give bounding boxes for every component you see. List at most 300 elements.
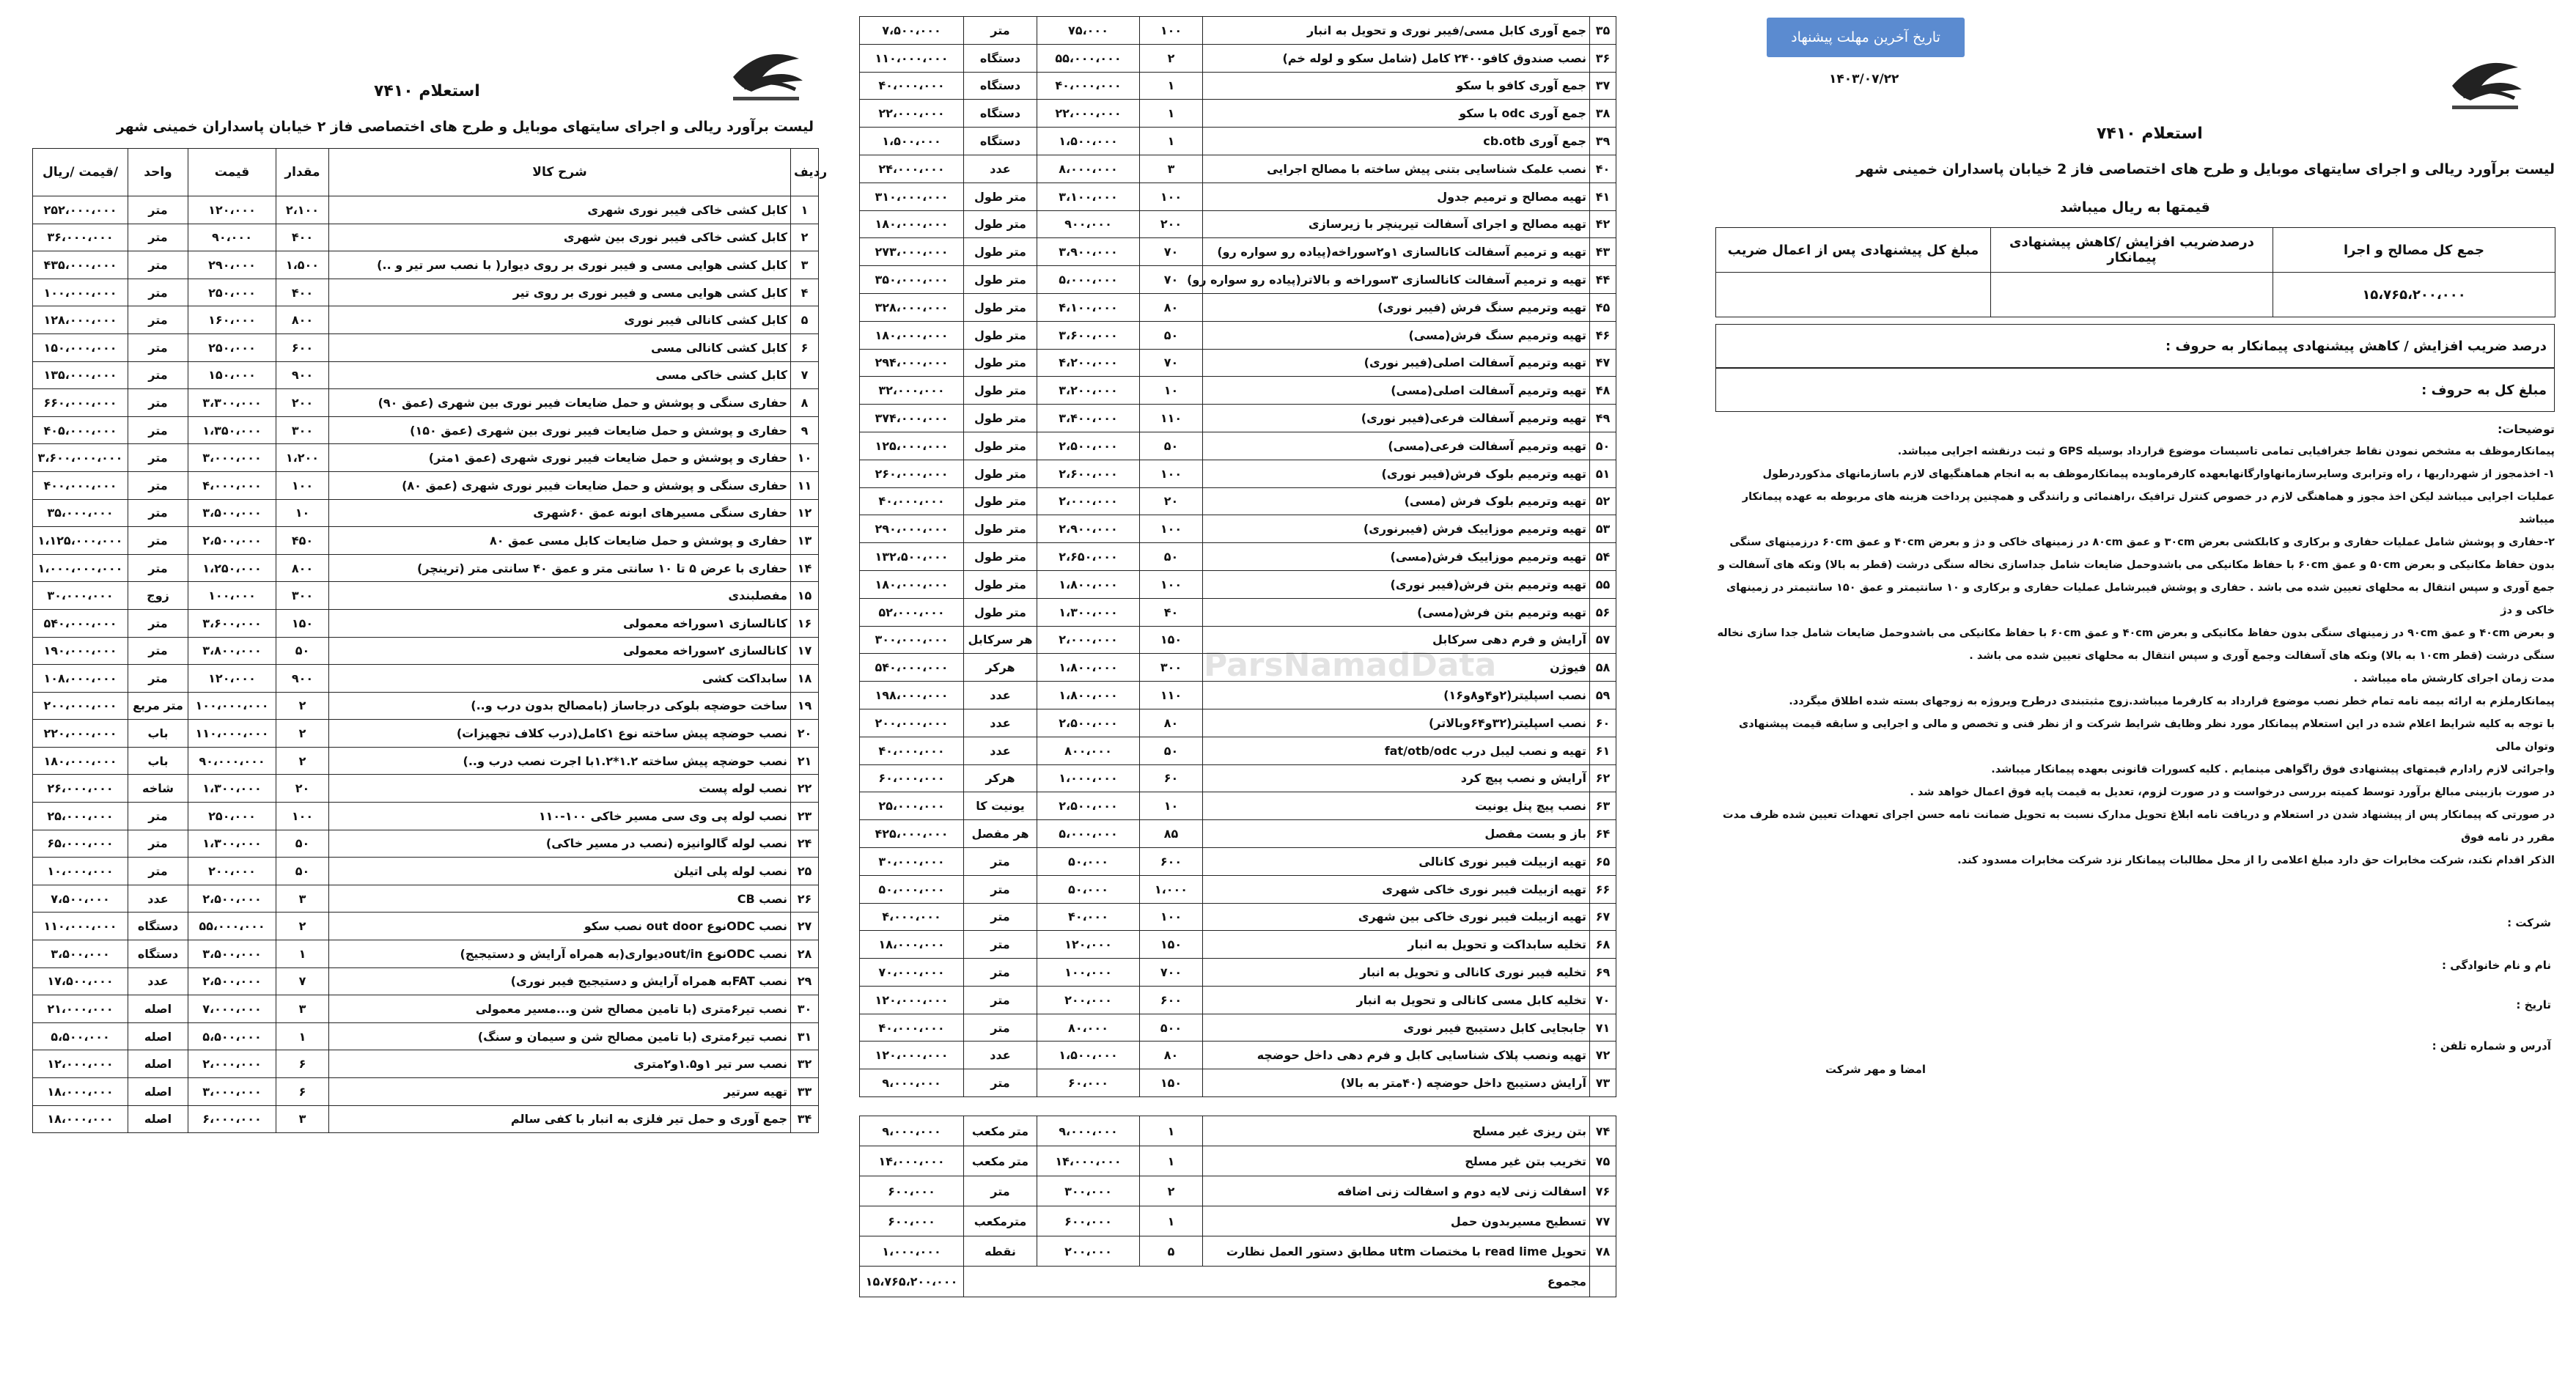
table-row	[860, 293, 1616, 321]
table-row	[860, 570, 1616, 598]
row-unit: متر	[128, 554, 188, 582]
row-total: ۱۸۰،۰۰۰،۰۰۰	[860, 321, 964, 349]
amount-in-words[interactable]: مبلغ کل به حروف :	[1715, 368, 2555, 412]
row-qty: ۱	[276, 940, 329, 968]
row-unit: متر طول	[964, 321, 1037, 349]
percent-in-words[interactable]: درصد ضریب افزایش / کاهش پیشنهادی پیمانکار به حروف :	[1715, 324, 2555, 368]
row-unit: متر طول	[964, 238, 1037, 266]
row-total: ۳۶،۰۰۰،۰۰۰	[33, 224, 128, 251]
table-row	[33, 747, 819, 775]
row-total: ۴۰،۰۰۰،۰۰۰	[860, 72, 964, 100]
table-row	[33, 720, 819, 748]
row-description: کانالسازی ۱سوراخه معمولی	[329, 609, 791, 637]
row-total: ۳۲۸،۰۰۰،۰۰۰	[860, 293, 964, 321]
row-price: ۱،۵۰۰،۰۰۰	[1037, 128, 1140, 155]
note-line: الذکر اقدام نکند، شرکت مخابرات حق دارد مبلغ اعلامی را از محل مطالبات پیمانکار نزد شرکت مخابرات مسدود کند.	[1957, 855, 2555, 866]
row-description: حفاری سنگی و پوشش و حمل ضایعات فیبر نوری شهری (عمق ۸۰)	[329, 471, 791, 499]
row-price: ۳،۰۰۰،۰۰۰	[188, 1078, 276, 1106]
row-price: ۲۰۰،۰۰۰	[1037, 986, 1140, 1014]
row-number: ۳	[791, 251, 819, 279]
address-phone-field[interactable]: آدرس و شماره تلفن :	[2432, 1039, 2551, 1053]
row-qty: ۱۰۰	[1140, 903, 1203, 931]
row-unit: متر طول	[964, 210, 1037, 238]
row-price: ۷۵،۰۰۰	[1037, 17, 1140, 45]
row-price: ۱،۵۰۰،۰۰۰	[1037, 1042, 1140, 1069]
row-number: ۳۹	[1590, 128, 1616, 155]
row-qty: ۱۵۰	[276, 609, 329, 637]
row-unit: متر	[128, 333, 188, 361]
row-price: ۶۰،۰۰۰	[1037, 1069, 1140, 1097]
row-qty: ۱۱۰	[1140, 405, 1203, 432]
row-description: تحویل read lime با مختصات utm مطابق دستور العمل نظارت	[1203, 1236, 1590, 1267]
row-qty: ۴۰	[1140, 598, 1203, 626]
row-total: ۵۴۰،۰۰۰،۰۰۰	[33, 609, 128, 637]
row-description: کانالسازی ۲سوراخه معمولی	[329, 637, 791, 665]
row-description: نصب لوله گالوانیزه (نصب در مسیر خاکی)	[329, 830, 791, 858]
row-description: فیوژن	[1203, 654, 1590, 682]
row-qty: ۶	[276, 1050, 329, 1078]
row-qty: ۸۰	[1140, 1042, 1203, 1069]
row-price: ۲،۶۰۰،۰۰۰	[1037, 460, 1140, 487]
row-price: ۳،۹۰۰،۰۰۰	[1037, 238, 1140, 266]
row-unit: متر	[128, 444, 188, 472]
table-row	[33, 527, 819, 555]
row-unit: متر	[128, 637, 188, 665]
row-number: ۶۷	[1590, 903, 1616, 931]
row-qty: ۷۰	[1140, 349, 1203, 377]
summary-table	[1715, 227, 2555, 317]
row-number: ۴۲	[1590, 210, 1616, 238]
row-price: ۳،۵۰۰،۰۰۰	[188, 940, 276, 968]
row-total: ۲۲۰،۰۰۰،۰۰۰	[33, 720, 128, 748]
row-unit: متر	[128, 389, 188, 417]
row-total: ۲۲،۰۰۰،۰۰۰	[860, 100, 964, 128]
row-description: تهیه وترمیم موزاییک فرش(مسی)	[1203, 543, 1590, 571]
row-unit: متر	[964, 986, 1037, 1014]
table-row	[860, 17, 1616, 45]
row-price: ۵۵،۰۰۰،۰۰۰	[1037, 44, 1140, 72]
row-description: تهیه وترمیم سنگ فرش(مسی)	[1203, 321, 1590, 349]
row-unit: متر	[128, 527, 188, 555]
table-row	[33, 967, 819, 995]
row-unit: شاخه	[128, 775, 188, 803]
table-row	[33, 692, 819, 720]
row-unit: متر مکعب	[964, 1146, 1037, 1176]
table-row	[33, 885, 819, 913]
row-description: تهیه وترمیم آسفالت فرعی(فیبر نوری)	[1203, 405, 1590, 432]
row-total: ۱۴،۰۰۰،۰۰۰	[860, 1146, 964, 1176]
row-unit: متر طول	[964, 377, 1037, 405]
row-qty: ۵۰	[1140, 737, 1203, 764]
row-total: ۳۰۰،۰۰۰،۰۰۰	[860, 626, 964, 654]
table-row	[33, 1078, 819, 1106]
row-number: ۴۰	[1590, 155, 1616, 183]
row-total: ۱۸،۰۰۰،۰۰۰	[33, 1105, 128, 1133]
row-number: ۵۴	[1590, 543, 1616, 571]
row-qty: ۱	[1140, 128, 1203, 155]
row-price: ۳،۳۰۰،۰۰۰	[188, 389, 276, 417]
row-price: ۵۰،۰۰۰	[1037, 847, 1140, 875]
table-row	[860, 1116, 1616, 1146]
row-number: ۷۸	[1590, 1236, 1616, 1267]
row-description: تهیه ازبیلت فیبر نوری خاکی بین شهری	[1203, 903, 1590, 931]
list-subtitle: لیست برآورد ریالی و اجرای سایتهای موبایل و طرح های اختصاصی فاز ۲ خیابان پاسداران خمینی شهر	[116, 119, 814, 135]
row-total: ۱۲۰،۰۰۰،۰۰۰	[860, 1042, 964, 1069]
col-price: قیمت	[188, 149, 276, 196]
note-line: پیمانکارملزم به ارائه بیمه نامه تمام خطر نصب موضوع قرارداد به کارفرما میباشد.زوج مثبتبندی درطرح ویروژه به زوجهای بسته شده اطلاق میگردد.	[1789, 696, 2555, 707]
row-description: تهیه و ترمیم آسفالت کانالسازی ۱و۲سوراخه(پیاده رو سواره رو)	[1203, 238, 1590, 266]
row-total: ۱۵۰،۰۰۰،۰۰۰	[33, 333, 128, 361]
table-row	[33, 775, 819, 803]
row-number: ۵۵	[1590, 570, 1616, 598]
row-total: ۴۰۵،۰۰۰،۰۰۰	[33, 416, 128, 444]
row-total: ۶۰۰،۰۰۰	[860, 1206, 964, 1236]
row-number: ۲۵	[791, 858, 819, 885]
table-row	[860, 460, 1616, 487]
row-qty: ۷	[276, 967, 329, 995]
row-qty: ۷۰۰	[1140, 959, 1203, 987]
row-price: ۳،۱۰۰،۰۰۰	[1037, 183, 1140, 210]
row-total: ۴۰،۰۰۰،۰۰۰	[860, 487, 964, 515]
row-total: ۱۹۰،۰۰۰،۰۰۰	[33, 637, 128, 665]
row-description: کابل کشی هوایی مسی و فیبر نوری بر روی دیوار( با نصب سر تیر و ..)	[329, 251, 791, 279]
deadline-button[interactable]: تاریخ آخرین مهلت پیشنهاد	[1767, 18, 1965, 57]
telecom-logo-icon	[718, 37, 814, 117]
table-row	[33, 224, 819, 251]
row-description: تهیه مصالح و ترمیم جدول	[1203, 183, 1590, 210]
row-number: ۱۲	[791, 499, 819, 527]
row-total: ۲۶۰،۰۰۰،۰۰۰	[860, 460, 964, 487]
table-row	[860, 847, 1616, 875]
row-price: ۵،۰۰۰،۰۰۰	[1037, 820, 1140, 848]
row-unit: متر	[128, 279, 188, 306]
row-description: تهیه وترمیم آسفالت اصلی(فیبر نوری)	[1203, 349, 1590, 377]
row-price: ۱۶۰،۰۰۰	[188, 306, 276, 334]
row-unit: هر سرکابل	[964, 626, 1037, 654]
row-total: ۲۹۴،۰۰۰،۰۰۰	[860, 349, 964, 377]
row-description: جمع آوری کافو با سکو	[1203, 72, 1590, 100]
row-total: ۲۶،۰۰۰،۰۰۰	[33, 775, 128, 803]
row-price: ۱۲۰،۰۰۰	[188, 196, 276, 224]
row-description: تهیه ازبیلت فیبر نوری کانالی	[1203, 847, 1590, 875]
row-total: ۱۳۵،۰۰۰،۰۰۰	[33, 361, 128, 389]
row-qty: ۵۰	[1140, 321, 1203, 349]
row-total: ۲۵،۰۰۰،۰۰۰	[33, 803, 128, 830]
row-total: ۱۲۰،۰۰۰،۰۰۰	[860, 986, 964, 1014]
row-price: ۳،۰۰۰،۰۰۰	[188, 444, 276, 472]
row-price: ۱،۸۰۰،۰۰۰	[1037, 654, 1140, 682]
row-number: ۱۸	[791, 665, 819, 693]
row-number: ۷۲	[1590, 1042, 1616, 1069]
row-unit: عدد	[964, 1042, 1037, 1069]
table-row	[33, 609, 819, 637]
row-number: ۴۹	[1590, 405, 1616, 432]
row-qty: ۶۰۰	[1140, 986, 1203, 1014]
row-qty: ۱۵۰	[1140, 931, 1203, 959]
row-description: حفاری و پوشش و حمل ضایعات فیبر نوری شهری (عمق ۱متر)	[329, 444, 791, 472]
table-row	[860, 792, 1616, 820]
row-description: نصب FATبه همراه آرایش و دستیجیج فیبر نوری)	[329, 967, 791, 995]
row-price: ۶۰۰،۰۰۰	[1037, 1206, 1140, 1236]
summary-final-value[interactable]	[1716, 273, 1991, 317]
row-qty: ۶۰	[1140, 764, 1203, 792]
row-price: ۱،۳۰۰،۰۰۰	[188, 775, 276, 803]
row-unit: متر	[128, 858, 188, 885]
row-price: ۴،۱۰۰،۰۰۰	[1037, 293, 1140, 321]
table-row	[33, 803, 819, 830]
table-row	[860, 377, 1616, 405]
row-price: ۳۰۰،۰۰۰	[1037, 1176, 1140, 1206]
table-row	[860, 1146, 1616, 1176]
table-row	[860, 1236, 1616, 1267]
row-total: ۴۰،۰۰۰،۰۰۰	[860, 1014, 964, 1042]
row-description: آرایش و فرم دهی سرکابل	[1203, 626, 1590, 654]
row-total: ۴۲۵،۰۰۰،۰۰۰	[860, 820, 964, 848]
row-number: ۱۱	[791, 471, 819, 499]
row-unit: متر طول	[964, 266, 1037, 294]
row-qty: ۲۰۰	[1140, 210, 1203, 238]
table-row	[860, 764, 1616, 792]
row-unit: متر	[128, 306, 188, 334]
fullname-field[interactable]: نام و نام خانوادگی :	[2442, 959, 2551, 972]
table-row	[860, 44, 1616, 72]
row-qty: ۱۵۰	[1140, 1069, 1203, 1097]
col-total: قیمت /ریال/	[33, 149, 128, 196]
row-number: ۳۳	[791, 1078, 819, 1106]
row-unit: متر	[964, 1014, 1037, 1042]
row-qty: ۱،۵۰۰	[276, 251, 329, 279]
row-price: ۲،۶۵۰،۰۰۰	[1037, 543, 1140, 571]
row-number: ۳۷	[1590, 72, 1616, 100]
row-qty: ۱	[1140, 1116, 1203, 1146]
date-field[interactable]: تاریخ :	[2516, 998, 2551, 1011]
row-qty: ۱۰	[276, 499, 329, 527]
row-total: ۳،۶۰۰،۰۰۰،۰۰۰	[33, 444, 128, 472]
row-total: ۴،۰۰۰،۰۰۰	[860, 903, 964, 931]
row-unit: متر	[128, 361, 188, 389]
row-price: ۳،۴۰۰،۰۰۰	[1037, 405, 1140, 432]
row-description: حفاری سنگی و پوشش و حمل ضایعات فیبر نوری بین شهری (عمق ۹۰)	[329, 389, 791, 417]
row-price: ۱،۳۰۰،۰۰۰	[1037, 598, 1140, 626]
table-row	[860, 128, 1616, 155]
row-number: ۵۱	[1590, 460, 1616, 487]
row-price: ۲،۰۰۰،۰۰۰	[1037, 626, 1140, 654]
row-number: ۵۰	[1590, 432, 1616, 460]
row-description: کابل کشی هوایی مسی و فیبر نوری بر روی تیر	[329, 279, 791, 306]
table-row	[860, 626, 1616, 654]
company-field[interactable]: شرکت :	[2507, 916, 2551, 929]
row-description: نصب اسپلیتر(۳۲و۶۴وبالاتر)	[1203, 709, 1590, 737]
row-price: ۱۰۰،۰۰۰	[1037, 959, 1140, 987]
row-number: ۴۶	[1590, 321, 1616, 349]
table-row	[33, 1105, 819, 1133]
col-desc: شرح کالا	[329, 149, 791, 196]
row-number: ۳۸	[1590, 100, 1616, 128]
row-number: ۵۳	[1590, 515, 1616, 543]
row-description: تخلیه سابداکت و تحویل به انبار	[1203, 931, 1590, 959]
row-total: ۱۰۸،۰۰۰،۰۰۰	[33, 665, 128, 693]
row-description: حفاری و پوشش و حمل ضایعات فیبر نوری بین شهری (عمق ۱۵۰)	[329, 416, 791, 444]
row-unit: هرکر	[964, 654, 1037, 682]
company-logo-2	[2437, 45, 2533, 126]
row-price: ۲،۵۰۰،۰۰۰	[1037, 432, 1140, 460]
table-row	[860, 598, 1616, 626]
row-description: تهیه وترمیم بلوک فرش(فیبر نوری)	[1203, 460, 1590, 487]
row-description: نصب حوضچه پیش ساخته نوع ۱کامل(درب کلاف تجهیزات)	[329, 720, 791, 748]
note-line: جمع آوری و سپس انتقال به محلهای تعیین شده می باشد . حفاری و پوشش فیبرشامل عملیات حفاری و برکاری و ۱۰ سانتیمتر و عمق ۱۵۰ سانتیمتر در زمینهای خاکی و دژ	[1726, 582, 2555, 616]
row-description: کابل کشی خاکی مسی	[329, 361, 791, 389]
row-qty: ۷۰	[1140, 238, 1203, 266]
row-total: ۱۸۰،۰۰۰،۰۰۰	[860, 210, 964, 238]
row-price: ۴،۰۰۰،۰۰۰	[188, 471, 276, 499]
row-number: ۴۷	[1590, 349, 1616, 377]
row-number: ۴۱	[1590, 183, 1616, 210]
row-unit: متر	[128, 830, 188, 858]
table-row	[860, 100, 1616, 128]
row-unit: عدد	[128, 967, 188, 995]
table-row	[860, 986, 1616, 1014]
summary-header-percent: درصدضریب افزایش /کاهش پیشنهادی پیمانکار	[1991, 228, 2273, 273]
row-unit: هر مفصل	[964, 820, 1037, 848]
row-price: ۱،۳۰۰،۰۰۰	[188, 830, 276, 858]
row-unit: عدد	[964, 737, 1037, 764]
row-description: نصب پیچ پنل یونیت	[1203, 792, 1590, 820]
table-row	[860, 1014, 1616, 1042]
row-number: ۳۲	[791, 1050, 819, 1078]
row-description: جمع آوری و حمل تیر فلزی به انبار با کفی سالم	[329, 1105, 791, 1133]
row-number: ۲۸	[791, 940, 819, 968]
row-price: ۲،۰۰۰،۰۰۰	[188, 1050, 276, 1078]
row-number: ۲۶	[791, 885, 819, 913]
row-unit: نقطه	[964, 1236, 1037, 1267]
row-unit: متر	[128, 224, 188, 251]
row-number: ۲۳	[791, 803, 819, 830]
row-total: ۱۲،۰۰۰،۰۰۰	[33, 1050, 128, 1078]
row-unit: اصله	[128, 1105, 188, 1133]
row-total: ۶۵،۰۰۰،۰۰۰	[33, 830, 128, 858]
notes-title: توضیحات:	[2497, 422, 2555, 436]
table-row	[860, 432, 1616, 460]
row-description: تهیه سرتیر	[329, 1078, 791, 1106]
row-qty: ۵۰۰	[1140, 1014, 1203, 1042]
row-price: ۷،۰۰۰،۰۰۰	[188, 995, 276, 1023]
row-total: ۲۹۰،۰۰۰،۰۰۰	[860, 515, 964, 543]
row-unit: زوج	[128, 582, 188, 610]
row-unit: متر	[128, 416, 188, 444]
row-number: ۳۰	[791, 995, 819, 1023]
row-total: ۱۰،۰۰۰،۰۰۰	[33, 858, 128, 885]
row-price: ۲،۵۰۰،۰۰۰	[188, 967, 276, 995]
row-total: ۵۰،۰۰۰،۰۰۰	[860, 875, 964, 903]
table-row	[860, 820, 1616, 848]
row-number: ۵۷	[1590, 626, 1616, 654]
table-row	[860, 709, 1616, 737]
row-number: ۲۹	[791, 967, 819, 995]
row-price: ۲۵۰،۰۰۰	[188, 333, 276, 361]
row-unit: دستگاه	[964, 100, 1037, 128]
row-price: ۳،۲۰۰،۰۰۰	[1037, 377, 1140, 405]
row-description: نصب علمک شناسایی بتنی پیش ساخته با مصالح اجرایی	[1203, 155, 1590, 183]
row-qty: ۸۰	[1140, 293, 1203, 321]
row-total: ۳۷۴،۰۰۰،۰۰۰	[860, 405, 964, 432]
row-price: ۱۰۰،۰۰۰	[188, 582, 276, 610]
row-total: ۳۵۰،۰۰۰،۰۰۰	[860, 266, 964, 294]
row-number: ۴۳	[1590, 238, 1616, 266]
row-qty: ۸۰۰	[276, 554, 329, 582]
row-total: ۷۰،۰۰۰،۰۰۰	[860, 959, 964, 987]
summary-page	[1715, 16, 2558, 1116]
row-number: ۷۳	[1590, 1069, 1616, 1097]
row-price: ۱،۸۰۰،۰۰۰	[1037, 682, 1140, 709]
summary-percent-value[interactable]	[1991, 273, 2273, 317]
row-price: ۴،۲۰۰،۰۰۰	[1037, 349, 1140, 377]
row-unit: متر	[964, 931, 1037, 959]
row-price: ۲،۵۰۰،۰۰۰	[1037, 792, 1140, 820]
row-price: ۱۱۰،۰۰۰،۰۰۰	[188, 720, 276, 748]
table-row	[860, 321, 1616, 349]
table-row	[860, 210, 1616, 238]
row-total: ۲۰۰،۰۰۰،۰۰۰	[860, 709, 964, 737]
row-total: ۹،۰۰۰،۰۰۰	[860, 1116, 964, 1146]
row-qty: ۲	[276, 747, 329, 775]
row-price: ۲۰۰،۰۰۰	[188, 858, 276, 885]
row-total: ۱۹۸،۰۰۰،۰۰۰	[860, 682, 964, 709]
row-number: ۷	[791, 361, 819, 389]
row-total: ۱۸۰،۰۰۰،۰۰۰	[860, 570, 964, 598]
row-description: کابل کشی خاکی فیبر نوری بین شهری	[329, 224, 791, 251]
row-unit: متر	[128, 251, 188, 279]
row-unit: متر	[964, 847, 1037, 875]
row-description: تسطیح مسیربدون حمل	[1203, 1206, 1590, 1236]
row-unit: متر	[964, 17, 1037, 45]
row-price: ۴۰،۰۰۰،۰۰۰	[1037, 72, 1140, 100]
row-number: ۳۵	[1590, 17, 1616, 45]
row-price: ۲،۹۰۰،۰۰۰	[1037, 515, 1140, 543]
row-qty: ۹۰۰	[276, 665, 329, 693]
row-unit: دستگاه	[128, 940, 188, 968]
table-row	[860, 875, 1616, 903]
summary-header-final: مبلغ کل پیشنهادی پس از اعمال ضریب	[1716, 228, 1991, 273]
row-total: ۴۰۰،۰۰۰،۰۰۰	[33, 471, 128, 499]
table-row	[860, 931, 1616, 959]
row-qty: ۱۰۰	[1140, 183, 1203, 210]
row-description: تهیه و ترمیم آسفالت کانالسازی ۳سوراخه و بالاتر(پیاده رو سواره رو)	[1203, 266, 1590, 294]
row-number: ۴۸	[1590, 377, 1616, 405]
row-price: ۸،۰۰۰،۰۰۰	[1037, 155, 1140, 183]
row-price: ۸۰۰،۰۰۰	[1037, 737, 1140, 764]
row-unit: عدد	[964, 709, 1037, 737]
estimate-page-1	[29, 22, 828, 1127]
row-description: باز و بست مفصل	[1203, 820, 1590, 848]
signature-stamp-field: امضا و مهر شرکت	[1825, 1063, 1927, 1076]
row-qty: ۲	[1140, 1176, 1203, 1206]
row-qty: ۱،۰۰۰	[1140, 875, 1203, 903]
row-description: جمع آوری cb.otb	[1203, 128, 1590, 155]
row-number: ۶۱	[1590, 737, 1616, 764]
row-description: تهیه و نصب لیبل درب fat/otb/odc	[1203, 737, 1590, 764]
row-qty: ۶۰۰	[1140, 847, 1203, 875]
table-row	[33, 858, 819, 885]
row-unit: دستگاه	[964, 72, 1037, 100]
grand-total-label: مجموع	[964, 1267, 1590, 1297]
row-unit: باب	[128, 747, 188, 775]
row-qty: ۶	[276, 1078, 329, 1106]
row-description: تخلیه کابل مسی کانالی و تحویل به انبار	[1203, 986, 1590, 1014]
row-qty: ۳	[276, 1105, 329, 1133]
row-qty: ۵۰	[276, 858, 329, 885]
row-price: ۵،۰۰۰،۰۰۰	[1037, 266, 1140, 294]
row-total: ۹،۰۰۰،۰۰۰	[860, 1069, 964, 1097]
